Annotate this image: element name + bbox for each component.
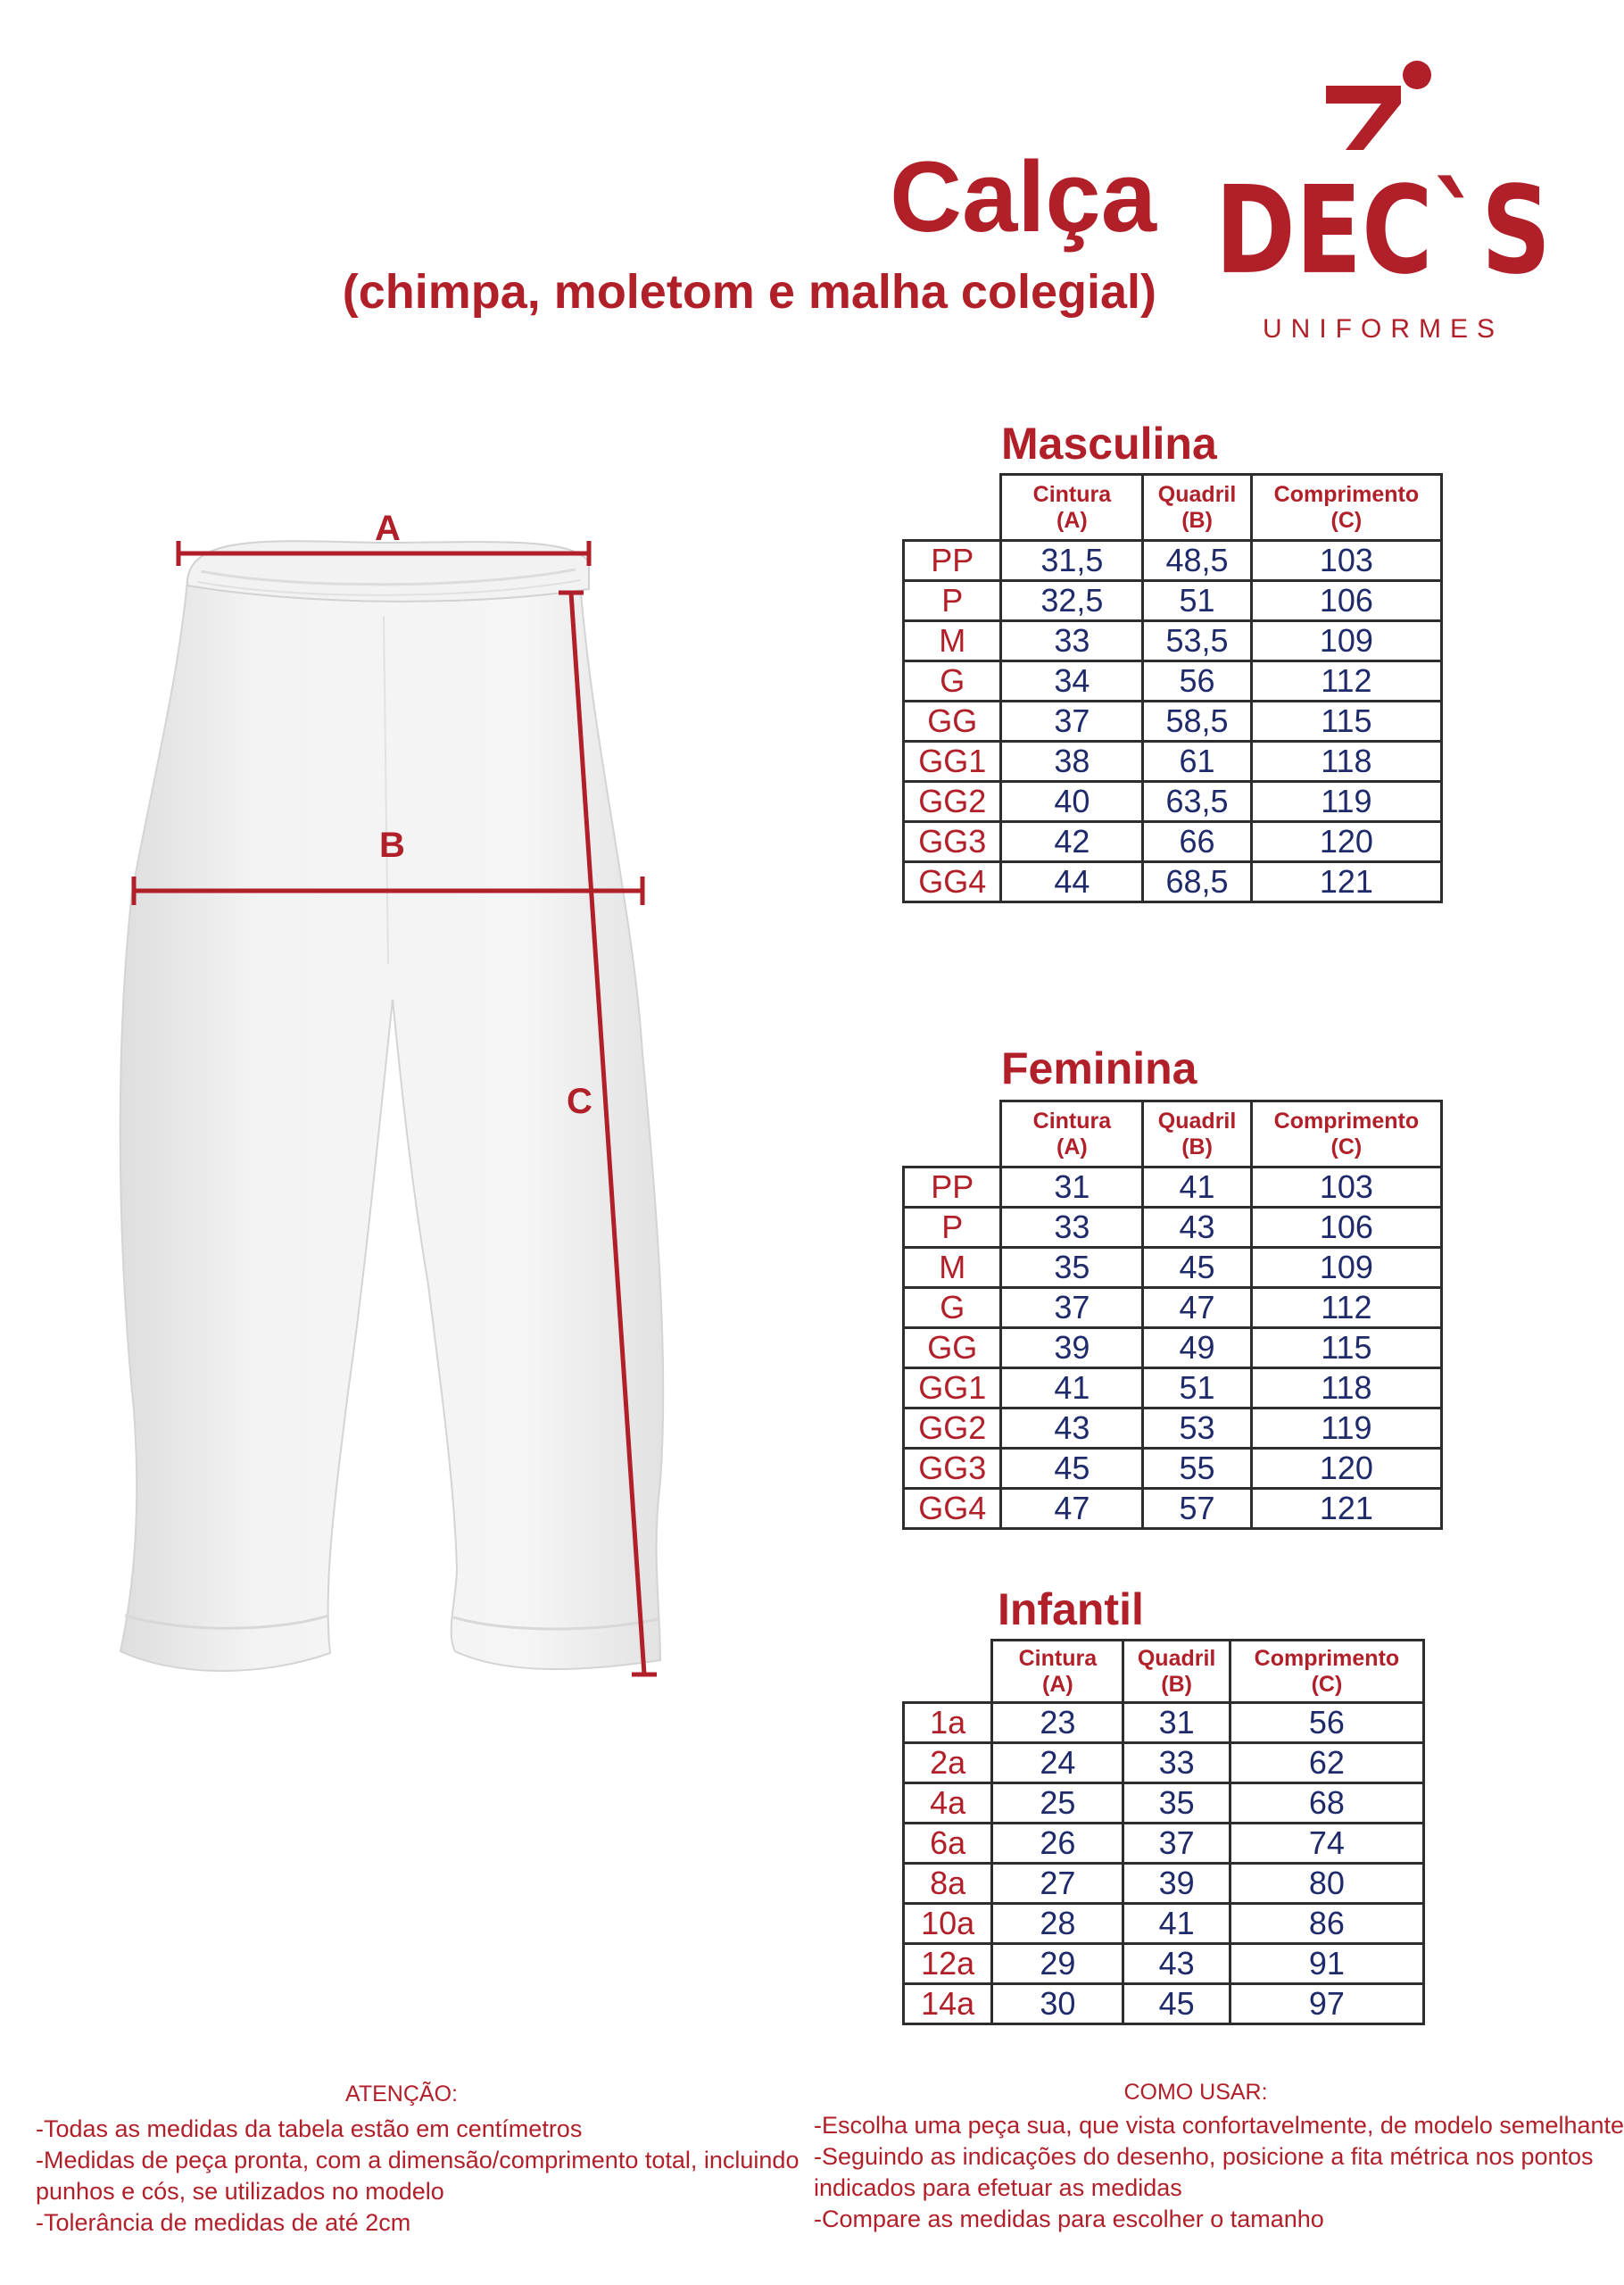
size-cell: GG2 (904, 1408, 1001, 1449)
measure-cell: 120 (1251, 1449, 1441, 1489)
measure-cell: 23 (992, 1703, 1123, 1743)
size-cell: 4a (904, 1783, 992, 1824)
measure-cell: 34 (1001, 661, 1143, 702)
table-row (904, 862, 1442, 902)
measure-cell: 43 (1143, 1208, 1251, 1248)
attention-note: -Tolerância de medidas de até 2cm (36, 2209, 411, 2236)
measure-cell: 49 (1143, 1328, 1251, 1368)
column-header-cintura: Cintura (A) (1001, 475, 1143, 541)
measure-cell: 55 (1143, 1449, 1251, 1489)
logo-figure-icon (1326, 86, 1401, 150)
table-row (904, 661, 1442, 702)
table-row (904, 1984, 1424, 2024)
table-row (904, 1288, 1442, 1328)
size-cell: PP (904, 541, 1001, 581)
table-row (904, 1944, 1424, 1984)
size-cell: G (904, 661, 1001, 702)
measure-cell: 35 (1123, 1783, 1230, 1824)
size-cell: 10a (904, 1904, 992, 1944)
size-cell: 1a (904, 1703, 992, 1743)
table-row (904, 581, 1442, 621)
table-row (904, 702, 1442, 742)
table-row (904, 1408, 1442, 1449)
table-row (904, 742, 1442, 782)
how-to-use-title: COMO USAR: (1123, 2080, 1268, 2105)
measure-cell: 35 (1001, 1248, 1143, 1288)
measure-cell: 106 (1251, 581, 1441, 621)
size-cell: 8a (904, 1864, 992, 1904)
measure-cell: 41 (1001, 1368, 1143, 1408)
brand-logo (1214, 54, 1552, 357)
svg-text:UNIFORMES: UNIFORMES (1263, 314, 1504, 344)
size-cell: 14a (904, 1984, 992, 2024)
measure-cell: 33 (1123, 1743, 1230, 1783)
size-cell: GG3 (904, 822, 1001, 862)
column-header-comprimento: Comprimento (C) (1230, 1641, 1423, 1703)
column-header-comprimento: Comprimento (C) (1251, 475, 1441, 541)
size-cell: P (904, 581, 1001, 621)
measure-cell: 39 (1123, 1864, 1230, 1904)
how-to-use-note: indicados para efetuar as medidas (814, 2174, 1182, 2201)
measure-cell: 56 (1230, 1703, 1423, 1743)
measure-cell: 109 (1251, 1248, 1441, 1288)
table-row (904, 541, 1442, 581)
column-header-quadril: Quadril (B) (1123, 1641, 1230, 1703)
table-row (904, 1489, 1442, 1529)
size-cell: GG (904, 702, 1001, 742)
measure-cell: 47 (1143, 1288, 1251, 1328)
size-cell: GG1 (904, 742, 1001, 782)
measure-cell: 56 (1143, 661, 1251, 702)
measure-cell: 41 (1143, 1167, 1251, 1208)
svg-text:DEC`S: DEC`S (1214, 160, 1552, 301)
dimension-label-a: A (375, 509, 401, 548)
table-title-masculina: Masculina (1001, 419, 1217, 469)
measure-cell: 61 (1143, 742, 1251, 782)
measure-cell: 45 (1143, 1248, 1251, 1288)
measure-cell: 43 (1001, 1408, 1143, 1449)
size-cell: M (904, 621, 1001, 661)
size-cell: GG4 (904, 862, 1001, 902)
measure-cell: 119 (1251, 782, 1441, 822)
size-cell: GG3 (904, 1449, 1001, 1489)
measure-cell: 119 (1251, 1408, 1441, 1449)
table-row (904, 1864, 1424, 1904)
size-cell: GG1 (904, 1368, 1001, 1408)
measure-cell: 26 (992, 1824, 1123, 1864)
size-cell: M (904, 1248, 1001, 1288)
table-row (904, 621, 1442, 661)
measure-cell: 80 (1230, 1864, 1423, 1904)
measure-cell: 115 (1251, 1328, 1441, 1368)
size-cell: G (904, 1288, 1001, 1328)
measure-cell: 32,5 (1001, 581, 1143, 621)
table-row (904, 1449, 1442, 1489)
measure-cell: 68 (1230, 1783, 1423, 1824)
measure-cell: 86 (1230, 1904, 1423, 1944)
measure-cell: 112 (1251, 661, 1441, 702)
table-row (904, 1208, 1442, 1248)
measure-cell: 31 (1001, 1167, 1143, 1208)
measure-cell: 48,5 (1143, 541, 1251, 581)
logo-head-icon (1403, 61, 1431, 89)
table-row (904, 1248, 1442, 1288)
attention-note: -Medidas de peça pronta, com a dimensão/comprimento total, incluindo (36, 2147, 800, 2173)
size-cell: GG2 (904, 782, 1001, 822)
column-header-quadril: Quadril (B) (1143, 475, 1251, 541)
measure-cell: 121 (1251, 862, 1441, 902)
table-title-infantil: Infantil (998, 1584, 1144, 1634)
measure-cell: 121 (1251, 1489, 1441, 1529)
measure-cell: 47 (1001, 1489, 1143, 1529)
size-table-infantil (902, 1639, 1425, 2025)
column-header-quadril: Quadril (B) (1143, 1101, 1251, 1167)
table-row (904, 1743, 1424, 1783)
measure-cell: 37 (1001, 702, 1143, 742)
measure-cell: 29 (992, 1944, 1123, 1984)
measure-cell: 120 (1251, 822, 1441, 862)
measure-cell: 103 (1251, 541, 1441, 581)
how-to-use-note: -Compare as medidas para escolher o tamanho (814, 2206, 1324, 2232)
how-to-use-note: -Escolha uma peça sua, que vista confortavelmente, de modelo semelhante (814, 2112, 1624, 2139)
measure-cell: 62 (1230, 1743, 1423, 1783)
table-row (904, 1167, 1442, 1208)
measure-cell: 44 (1001, 862, 1143, 902)
measure-cell: 25 (992, 1783, 1123, 1824)
how-to-use-note: -Seguindo as indicações do desenho, posicione a fita métrica nos pontos (814, 2143, 1594, 2170)
measure-cell: 45 (1001, 1449, 1143, 1489)
measure-cell: 103 (1251, 1167, 1441, 1208)
measure-cell: 58,5 (1143, 702, 1251, 742)
page-subtitle: (chimpa, moletom e malha colegial) (342, 265, 1156, 319)
measure-cell: 27 (992, 1864, 1123, 1904)
table-row (904, 822, 1442, 862)
table-title-feminina: Feminina (1001, 1043, 1197, 1093)
page-title: Calça (890, 141, 1156, 253)
measure-cell: 33 (1001, 621, 1143, 661)
measure-cell: 31 (1123, 1703, 1230, 1743)
attention-notes (36, 2114, 799, 2239)
measure-cell: 97 (1230, 1984, 1423, 2024)
measure-cell: 53 (1143, 1408, 1251, 1449)
size-cell: 2a (904, 1743, 992, 1783)
size-cell: 6a (904, 1824, 992, 1864)
measure-cell: 31,5 (1001, 541, 1143, 581)
column-header-comprimento: Comprimento (C) (1251, 1101, 1441, 1167)
measure-cell: 37 (1001, 1288, 1143, 1328)
measure-cell: 118 (1251, 742, 1441, 782)
size-table-masculina (902, 473, 1443, 903)
measure-cell: 41 (1123, 1904, 1230, 1944)
measure-cell: 45 (1123, 1984, 1230, 2024)
measure-cell: 53,5 (1143, 621, 1251, 661)
attention-note: punhos e cós, se utilizados no modelo (36, 2178, 444, 2205)
measure-cell: 51 (1143, 1368, 1251, 1408)
column-header-cintura: Cintura (A) (1001, 1101, 1143, 1167)
size-cell: GG4 (904, 1489, 1001, 1529)
dimension-label-b: B (379, 826, 405, 865)
measure-cell: 115 (1251, 702, 1441, 742)
measure-cell: 51 (1143, 581, 1251, 621)
pants-diagram (89, 500, 696, 1696)
measure-cell: 118 (1251, 1368, 1441, 1408)
measure-cell: 40 (1001, 782, 1143, 822)
waistband (187, 541, 589, 602)
attention-title: ATENÇÃO: (345, 2081, 458, 2106)
measure-cell: 43 (1123, 1944, 1230, 1984)
measure-cell: 30 (992, 1984, 1123, 2024)
table-row (904, 1328, 1442, 1368)
size-cell: 12a (904, 1944, 992, 1984)
measure-cell: 42 (1001, 822, 1143, 862)
measure-cell: 112 (1251, 1288, 1441, 1328)
measure-cell: 91 (1230, 1944, 1423, 1984)
table-row (904, 1824, 1424, 1864)
dimension-label-c: C (567, 1082, 592, 1121)
measure-cell: 57 (1143, 1489, 1251, 1529)
measure-cell: 24 (992, 1743, 1123, 1783)
column-header-cintura: Cintura (A) (992, 1641, 1123, 1703)
size-cell: P (904, 1208, 1001, 1248)
measure-cell: 68,5 (1143, 862, 1251, 902)
measure-cell: 66 (1143, 822, 1251, 862)
how-to-use-notes (814, 2110, 1624, 2235)
measure-cell: 38 (1001, 742, 1143, 782)
table-row (904, 782, 1442, 822)
measure-cell: 63,5 (1143, 782, 1251, 822)
size-cell: PP (904, 1167, 1001, 1208)
size-table-feminina (902, 1100, 1443, 1530)
measure-cell: 106 (1251, 1208, 1441, 1248)
attention-note: -Todas as medidas da tabela estão em centímetros (36, 2115, 583, 2142)
table-row (904, 1904, 1424, 1944)
measure-cell: 33 (1001, 1208, 1143, 1248)
measure-cell: 74 (1230, 1824, 1423, 1864)
table-row (904, 1703, 1424, 1743)
measure-cell: 28 (992, 1904, 1123, 1944)
measure-cell: 39 (1001, 1328, 1143, 1368)
size-cell: GG (904, 1328, 1001, 1368)
measure-cell: 37 (1123, 1824, 1230, 1864)
table-row (904, 1368, 1442, 1408)
measure-cell: 109 (1251, 621, 1441, 661)
table-row (904, 1783, 1424, 1824)
